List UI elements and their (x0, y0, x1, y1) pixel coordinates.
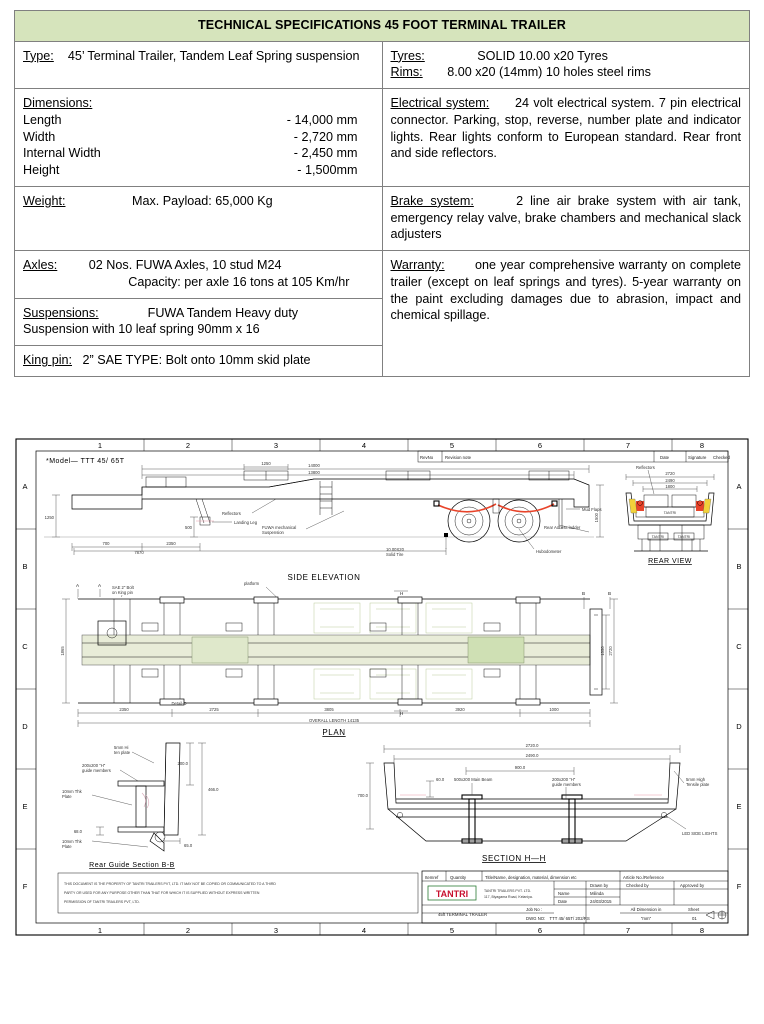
value-type: 45’ Terminal Trailer, Tandem Leaf Spring suspension (67, 48, 360, 63)
leader-reflectors-rear (648, 470, 654, 494)
label-thk-plate-4: Plate (62, 843, 72, 849)
grid-col-4: 4 (361, 440, 367, 450)
title-block-name-label: Name (558, 890, 570, 896)
label-h-guide-1: 200x200 "H" (552, 776, 576, 782)
dim-68-guide: 68.0 (73, 828, 82, 834)
rear-access-ladder-side (320, 481, 332, 515)
label-detail-d: Detail-D (171, 700, 187, 706)
label-king-pin-bolt-1: SAE 2" Bolt (112, 584, 134, 590)
label-reflectors-rear: Reflectors (636, 464, 655, 470)
rear-view-title: REAR VIEW (648, 557, 692, 565)
value-king-pin: 2” SAE TYPE: Bolt onto 10mm skid plate (82, 353, 311, 368)
side-light-right (703, 499, 711, 513)
value-tyres: SOLID 10.00 x20 Tyres (477, 48, 608, 63)
label-thk-plate-3: 10mm Thk (62, 838, 82, 844)
dim-200-guide: 200.0 (177, 760, 188, 766)
rear-deck-right (672, 495, 696, 507)
section-mark-b2: B (608, 590, 612, 596)
section-mark-a2: A (98, 582, 102, 588)
grid-row-b-r: B (736, 561, 742, 571)
grid-col-b6: 6 (537, 925, 543, 935)
title-block-job-no-label: Job No : (526, 906, 543, 912)
rear-light-left (636, 501, 644, 511)
cell-suspensions (15, 298, 383, 345)
section-bottom-taper (388, 809, 676, 841)
section-mark-b1: B (582, 590, 586, 596)
company-logo-text: TANTRI (435, 888, 469, 899)
value-weight: Max. Payload: 65,000 Kg (131, 193, 273, 208)
company-address-line-1: TANTRI TRAILERS PVT. LTD. (484, 888, 532, 893)
table-row (15, 41, 750, 88)
cell-tyres-rims (382, 41, 750, 88)
leader-fuwa (306, 511, 344, 529)
dimension-name: Height (23, 163, 60, 178)
label-guide-members-1: 200x200 "H" (82, 762, 106, 768)
label-axles: Axles: (23, 258, 58, 273)
grid-row-a-r: A (736, 481, 742, 491)
dimension-name: Length (23, 112, 62, 127)
table-row (15, 89, 750, 187)
label-h-guide-2: guide members (552, 781, 581, 787)
grid-row-c-r: C (736, 641, 742, 651)
dim-13800: 13800 (308, 469, 320, 475)
cell-axles (15, 251, 383, 298)
title-block-checked-by: Checked by (626, 882, 649, 888)
engineering-drawing-container (0, 377, 764, 937)
grid-row-d: D (22, 721, 28, 731)
cell-warranty (382, 251, 750, 377)
main-beam-flange-left (462, 795, 482, 799)
grid-row-a: A (22, 481, 28, 491)
dim-2720-rear: 2720 (665, 470, 675, 476)
spec-table-container (0, 0, 764, 377)
title-block-date-value: 24/03/2015 (590, 898, 612, 904)
title-block-dimension-unit-label: All Dimension in (630, 906, 662, 912)
label-hi-tensile-plate-1: 5mm Hi (114, 744, 129, 750)
grid-col-6: 6 (537, 440, 543, 450)
label-rear-access-ladder: Rear Access ladder (544, 524, 581, 530)
guide-roller (155, 832, 165, 842)
grid-col-b7: 7 (625, 925, 631, 935)
grid-col-1: 1 (97, 440, 103, 450)
main-beam-flange-right (562, 795, 582, 799)
label-electrical-system: Electrical system: (390, 96, 490, 111)
h-beam-profile (118, 781, 164, 832)
dim-2725-plan: 2725 (209, 706, 219, 712)
dimension-name: Internal Width (23, 146, 101, 161)
label-fuwa-suspension: FUWA mechanical (262, 524, 297, 530)
label-thk-plate-1: 10mm Thk (62, 788, 82, 794)
axles-line-2: Capacity: per axle 16 tons at 105 Km/hr (128, 274, 350, 289)
title-block-name-value: Milinda (590, 890, 604, 896)
row-rims (391, 64, 742, 81)
page-title: TECHNICAL SPECIFICATIONS 45 FOOT TERMINAL TRAILER (15, 11, 750, 42)
plan-overall-length: OVERALL LENGTH 14135 (308, 717, 360, 723)
rear-guide-dims (96, 743, 206, 844)
company-address-line-2: 117, Biyagama Road, Kelaniya. (484, 894, 533, 899)
dim-1865-plan: 1865 (60, 646, 65, 656)
dim-14000: 14000 (308, 462, 320, 468)
cell-type (15, 41, 383, 88)
label-landing-leg: Landing Leg (234, 519, 258, 525)
dwg-no-label: DWG NO: (526, 915, 546, 921)
value-warranty: one year comprehensive warranty on complete trailer (except on leaf springs and tyres). 5-year warranty on the paint excluding damages due to abrasion, impact and chemical spillage. (390, 258, 741, 323)
label-tensile-plate-1: 5mm High (686, 776, 706, 782)
value-axles: 02 Nos. FUWA Axles, 10 stud M24 (88, 258, 282, 273)
grid-col-5: 5 (449, 440, 455, 450)
label-platform: platform (244, 580, 260, 586)
rear-logo-text: TANTRI (663, 510, 677, 515)
dimension-item (23, 129, 374, 146)
dim-2490-hh: 2490.0 (525, 752, 539, 758)
title-block-date-label: Date (558, 898, 568, 904)
section-mark-a1: A (76, 582, 80, 588)
value-brake-system: 2 line air brake system with air tank, emergency relay valve, brake chambers and mechanical slack adjusters (390, 193, 742, 242)
grid-row-d-r: D (736, 721, 742, 731)
projection-symbol-icon (706, 911, 726, 919)
plan-title: PLAN (322, 727, 346, 737)
axles-line-1 (23, 257, 374, 274)
dim-1250-left: 1250 (44, 514, 54, 520)
label-rims: Rims: (390, 65, 423, 80)
dimension-value: - 1,500mm (297, 163, 358, 178)
grid-row-e: E (22, 801, 28, 811)
dim-2720-plan: 2720 (608, 646, 613, 656)
wheel-group-front (448, 500, 490, 542)
dim-900-hh: 900.0 (514, 764, 526, 770)
dim-2490-rear: 2490 (665, 477, 675, 483)
dim-60-hh: 60.0 (436, 776, 445, 782)
grid-col-7: 7 (625, 440, 631, 450)
title-block-product-name: 45ft TERMINAL TRAILER (438, 911, 488, 917)
rear-deck-left (644, 495, 668, 507)
bogie-text-left: TANTRI (651, 534, 665, 539)
grid-row-e-r: E (736, 801, 742, 811)
grid-row-f-r: F (736, 881, 742, 891)
label-tyres: Tyres: (390, 48, 425, 63)
wheel-group-rear (498, 500, 540, 542)
value-electrical-system: 24 volt electrical system. 7 pin electrical connector. Parking, stop, reverse, number plate and indicator lights. Rear lights conform to European standard. Rear front and side reflectors. (390, 96, 741, 161)
dimension-value: - 2,720 mm (293, 129, 358, 144)
grid-col-b1: 1 (97, 925, 103, 935)
weld-symbol (142, 793, 149, 808)
revision-header-revno: RevNo (420, 454, 434, 460)
suspensions-line-2: Suspension with 10 leaf spring 90mm x 16 (23, 322, 260, 337)
dim-700: 700 (102, 540, 110, 546)
title-block-sheet-label: Sheet (688, 906, 700, 912)
rear-guide-section-title: Rear Guide Section B-B (89, 861, 175, 869)
title-block-approved-by: Approved by (680, 882, 705, 888)
section-mark-h1: H (400, 590, 404, 596)
row-tyres (391, 48, 742, 65)
dim-700-hh: 700.0 (357, 792, 368, 798)
value-rims: 8.00 x20 (14mm) 10 holes steel rims (447, 65, 651, 80)
dim-1550-plan: 1550 (600, 646, 605, 656)
label-type: Type: (23, 48, 54, 63)
label-tensile-plate-2: Tensile plate (686, 781, 710, 787)
section-hh-dims (366, 742, 680, 829)
label-hubodometer: Hubodometer (536, 548, 562, 554)
rear-view (626, 465, 714, 565)
title-block-dwg-no (526, 916, 590, 921)
dimension-item (23, 145, 374, 162)
section-hh-title: SECTION H—H (482, 853, 546, 863)
dimension-name: Width (23, 129, 56, 144)
label-warranty: Warranty: (390, 258, 445, 273)
rear-light-right (696, 501, 704, 511)
leader-hubodometer (519, 529, 534, 549)
leader-hi-tensile (132, 752, 154, 763)
landing-leg (196, 499, 214, 525)
leader-thk-plate (92, 795, 132, 805)
section-outer-shell (384, 763, 680, 809)
revision-header-signature: Signature (688, 454, 707, 460)
section-mark-h2: H (400, 710, 404, 716)
leader-guide-members (120, 770, 138, 781)
grid-row-f: F (22, 881, 28, 891)
revision-header-note: Revision note (445, 454, 472, 460)
dim-2350-side: 2350 (166, 540, 176, 546)
table-title-row (15, 11, 750, 42)
grid-col-8: 8 (699, 440, 705, 450)
rear-guide-plate (164, 743, 180, 835)
dimension-item (23, 162, 374, 179)
rear-view-dims (626, 474, 714, 492)
label-reflectors-side: Reflectors (222, 510, 241, 516)
cell-electrical-system (382, 89, 750, 187)
label-weight: Weight: (23, 193, 66, 208)
rear-guide-section-view (62, 743, 219, 869)
revision-header-date: Date (660, 454, 670, 460)
dwg-no-value: TTT 45/ 65T/ 202/RS (549, 915, 590, 921)
plan-deck-green-1 (192, 637, 248, 663)
grid-col-b5: 5 (449, 925, 455, 935)
title-block-header-itemref: Itemref (425, 874, 439, 880)
grid-col-b3: 3 (273, 925, 279, 935)
label-guide-members-2: guide members (82, 767, 111, 773)
label-suspensions: Suspensions: (23, 305, 99, 320)
bogie-text-right: TANTRI (677, 534, 691, 539)
label-led-side-lights: LED SIDE LIGHTS (682, 830, 718, 836)
label-main-beam: 500x200 Main Beam (454, 776, 493, 782)
cell-dimensions (15, 89, 383, 187)
title-block-header-articleno: Article No./Reference (623, 874, 664, 880)
dim-7870: 7870 (134, 549, 144, 555)
label-hi-tensile-plate-2: ten plate (114, 749, 131, 755)
dim-1500-side: 1500 (594, 512, 599, 523)
dimension-value: - 2,450 mm (293, 146, 358, 161)
main-beam-web-left (469, 799, 475, 843)
label-mud-flaps: Mud Flaps (582, 506, 602, 512)
title-block-header-titlename: Title/Name, designation, material, dimension etc (485, 874, 577, 880)
copyright-line-3: PERMISSION OF TANTRI TRAILERS PVT, LTD. (64, 899, 140, 904)
dim-1800-rear: 1800 (665, 483, 675, 489)
label-solid-tire-1: 10.00X20 (386, 546, 404, 552)
side-elevation-title: SIDE ELEVATION (287, 572, 361, 582)
title-block-dimension-unit-value: "mm" (640, 915, 652, 921)
dimension-value: - 14,000 mm (286, 112, 358, 127)
revision-header-checked: Checked (713, 454, 730, 460)
engineering-drawing (14, 437, 750, 937)
label-solid-tire-2: Solid Tire (386, 551, 404, 557)
table-row (15, 251, 750, 298)
dim-3920-plan: 3920 (455, 706, 465, 712)
grid-labels-top (98, 441, 704, 450)
dim-2720-hh: 2720.0 (525, 742, 539, 748)
grid-col-b8: 8 (699, 925, 705, 935)
title-block (422, 871, 728, 923)
model-label: *Model— TTT 45/ 65T (46, 457, 125, 465)
dim-1000-plan: 1000 (549, 706, 559, 712)
dim-2350-plan: 2350 (119, 706, 129, 712)
leader-reflectors (252, 499, 276, 513)
grid-col-2: 2 (185, 440, 191, 450)
technical-specifications-table (14, 10, 750, 377)
grid-row-b: B (22, 561, 28, 571)
side-elevation-view (44, 461, 604, 557)
dim-3805-plan: 3805 (324, 706, 334, 712)
dim-65-guide: 65.0 (184, 842, 193, 848)
label-fuwa-suspension-2: Suspension (262, 529, 284, 535)
grid-col-b4: 4 (361, 925, 367, 935)
label-dimensions: Dimensions: (23, 96, 93, 111)
plan-view (60, 573, 618, 737)
section-hh-view (358, 743, 718, 863)
label-brake-system: Brake system: (390, 193, 474, 208)
grid-row-c: C (22, 641, 28, 651)
cell-weight (15, 186, 383, 250)
title-block-drawn-by: Drawn by (590, 882, 609, 888)
plan-deck-green-2 (468, 637, 524, 663)
table-row (15, 186, 750, 250)
title-block-header-quantity: Quantity (450, 874, 467, 880)
title-block-sheet-value: 01 (692, 915, 697, 921)
copyright-line-1: THIS DOCUMENT IS THE PROPERTY OF TANTRI TRAILERS PVT, LTD. IT MAY NOT BE COPIED OR COMMUNICATED TO A THIRD (64, 881, 276, 886)
suspensions-line-1 (23, 305, 374, 322)
copyright-line-2: PARTY OR USED FOR ANY PURPOSE OTHER THAN THAT FOR WHICH IT IS SUPPLIED WITHOUT EXPRESS WRITTEN (64, 890, 260, 895)
grid-col-3: 3 (273, 440, 279, 450)
dimension-item (23, 112, 374, 129)
dim-466-guide: 466.0 (208, 786, 219, 792)
main-beam-web-right (569, 799, 575, 843)
revision-block (418, 451, 731, 462)
label-king-pin-bolt-2: on King pin (112, 589, 133, 595)
dim-1250-top: 1250 (261, 460, 271, 466)
leaf-spring-rear (498, 504, 554, 512)
value-suspensions: FUWA Tandem Heavy duty (147, 305, 299, 320)
grid-col-b2: 2 (185, 925, 191, 935)
side-light-left (629, 499, 637, 513)
dim-500: 500 (185, 524, 192, 530)
cell-brake-system (382, 186, 750, 250)
label-thk-plate-2: Plate (62, 793, 72, 799)
grid-labels-bottom (98, 926, 704, 935)
cell-king-pin (15, 346, 383, 377)
label-king-pin: King pin: (23, 353, 73, 368)
